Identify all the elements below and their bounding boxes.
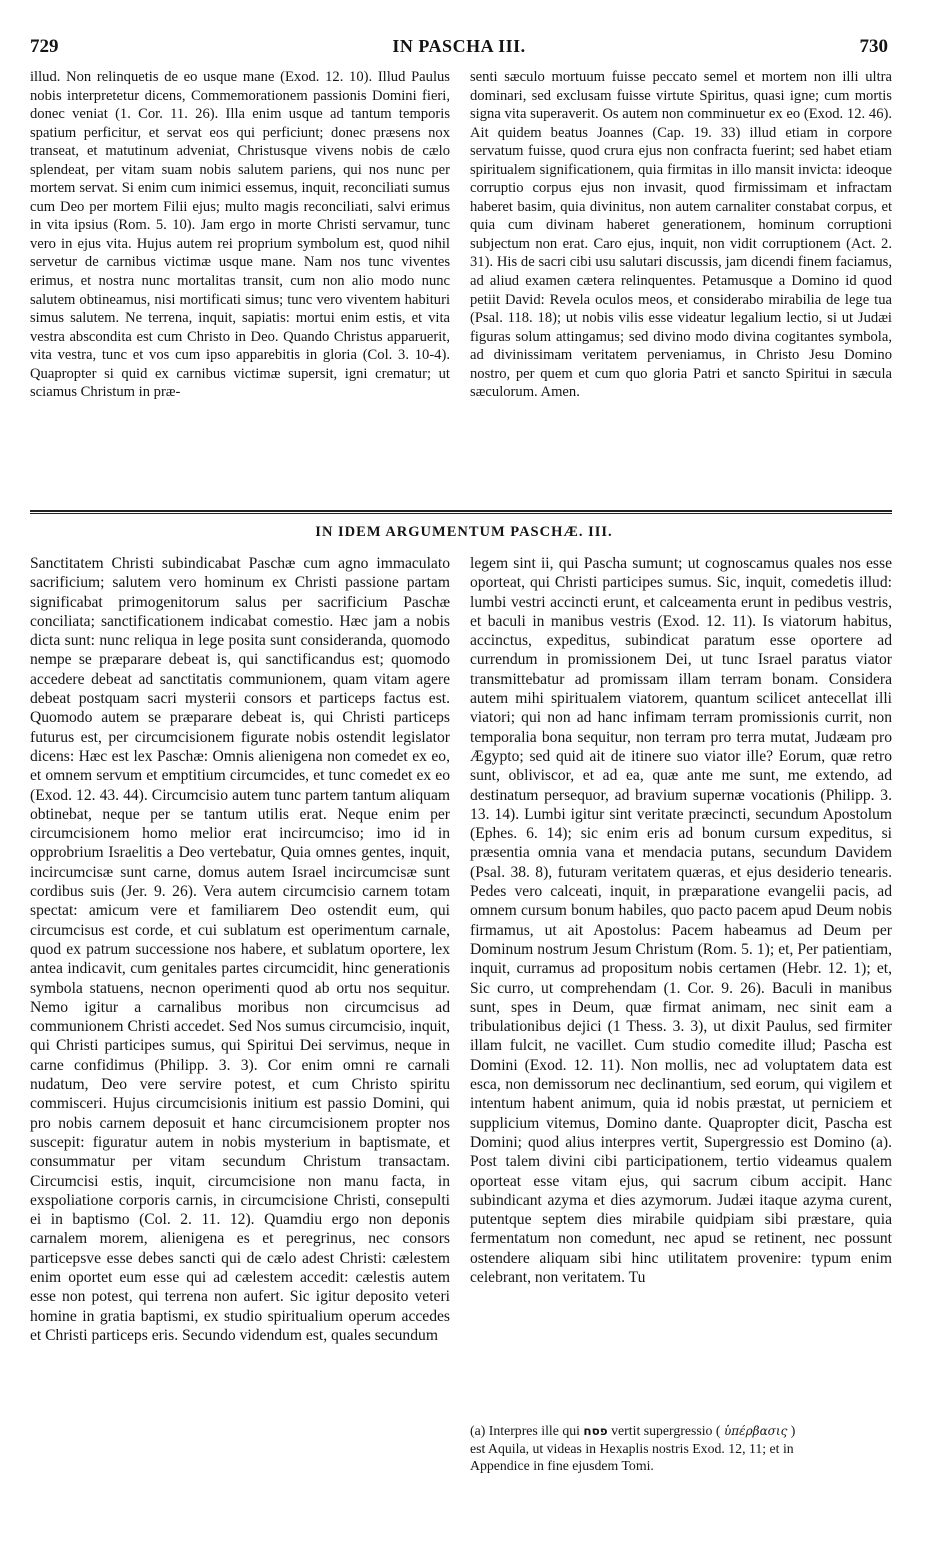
bottom-left-text: Sanctitatem Christi subindicabat Paschæ cum agno immaculato sacrificium; salutem vero hominum ex Christi passione partam significabat primogenitorum salus per sacrificium Paschæ conciliata; sanctificationem indicabat comestio. Hæc jam a nobis dicta sunt: nunc reliqua in lege posita sunt consideranda, quomodo nempe se præparare debeat is, qui sanctificandus est; quomodo accedere debeat ad sanctitatis communionem, quam vitam agere debeat postquam sacri mysterii consors et particeps factus est. Quomodo autem se præparare debeat is, qui Christi particeps futurus est, per circumcisionem figurate nobis ostendit legislator dicens: Hæc est lex Paschæ: Omnis alienigena non comedet ex eo, et omnem servum et emptitium circumcides, et tunc comedet ex eo (Exod. 12. 43. 44). Circumcisio autem tunc partem tantum aliquam obtinebat, neque per se tantum utilis erat. Neque enim per circumcisionem homo melior erat incircumciso; imo id in opprobrium Israelitis a Deo vertebatur, Quia omnes gentes, inquit, incircumcisæ sunt carne, domus autem Israel incircumcisæ sunt cordibus suis (Jer. 9. 26). Vera autem circumcisio carnem totam spectat: amicum vere et familiarem Deo ostendit eum, qui circumcisus est corde, et cui sublatum est operimentum carnale, quod ex patrum successione nos habere, et sublatum oportere, lex antea indicavit, cum genitales partes circumcidit, hinc generationis symbola statuens, necnon operimenti quod ab ortu nos sequitur. Nemo igitur a carnalibus moribus non circumcisus ad communionem Christi accedet. Sed Nos sumus circumcisio, inquit, qui Christi participes sumus, qui Spiritui Dei servimus, neque in carne confidimus (Philipp. 3. 3). Cor enim omni re carnali nudatum, Deo vere servire potest, et cum Christo spiritu commisceri. Hujus circumcisionis initium est passio Domini, qui pro nobis carnem deposuit et hanc circumcisionem propter nos suscepit: figuratur autem in nobis mysterium in baptismate, et consummatur per vitam secundum Christum transactam. Circumcisi estis, inquit, circumcisione non manu facta, in exspoliatione corporis carnis, in circumcisione Christi, consepulti ei in baptismo (Col. 2. 11. 12). Quamdiu ergo non deponis carnalem morem, alienigena es et peregrinus, nec consors particepsve esse debes sancti qui de cælo adest Christi: cælestem enim oportet eum esse qui ad cælestem accedit: cælestis autem esse non potest, qui terrena non aufert. Sic igitur deposito veteri homine in gratia baptismi, ex studio spiritualium operum accedes et Christi particeps eris. Secundo videndum est, quales secundum bbox=[30, 555, 450, 1344]
footnote-suffix: ) bbox=[790, 1423, 796, 1438]
page-number-left: 729 bbox=[30, 36, 59, 57]
footnote-line-3: Appendice in fine ejusdem Tomi. bbox=[470, 1458, 654, 1473]
top-left-column bbox=[30, 68, 450, 402]
running-header bbox=[30, 36, 888, 62]
footnote-line-2: est Aquila, ut videas in Hexaplis nostris Exod. 12, 11; et in bbox=[470, 1441, 794, 1456]
footnote-line-1 bbox=[470, 1422, 892, 1440]
top-right-column bbox=[470, 68, 892, 402]
running-title: IN PASCHA III. bbox=[392, 36, 526, 56]
footnote-prefix: (a) Interpres ille qui bbox=[470, 1423, 580, 1438]
footnote-greek: ὑπέρβασις bbox=[723, 1424, 788, 1438]
bottom-left-column bbox=[30, 554, 450, 1345]
footnote bbox=[470, 1422, 892, 1474]
page-number-right: 730 bbox=[859, 36, 888, 57]
bottom-right-column bbox=[470, 554, 892, 1287]
footnote-middle: vertit supergressio ( bbox=[611, 1423, 721, 1438]
bottom-right-text: legem sint ii, qui Pascha sumunt; ut cognoscamus quales nos esse oporteat, qui Christi participes sumus. Sic, inquit, comedetis illud: lumbi vestri accincti erunt, et calceamenta erunt in pedibus vestris, et baculi in manibus vestris (Exod. 12. 11). Is viatorum habitus, accinctus, expeditus, subindicat paratum esse oportere ad currendum in promissionem Dei, ut tunc Israel paratus viator transmittebatur ad promissam illam terram bonam. Considera autem mihi spiritualem viatorem, quantum scilicet antecellat illi viatori; qui non ad hanc infimam terram promissionis currit, non temporalia bona sequitur, non terram pro terra mutat, Judæam pro Ægypto; sed quid ait de itinere suo viator ille? Eorum, quæ retro sunt, obliviscor, et ad ea, quæ ante me sunt, me extendo, ad destinatum persequor, ad bravium supernæ vocationis (Philipp. 3. 13. 14). Lumbi igitur sint veritate præcincti, secundum Apostolum (Ephes. 6. 14); sic enim eris ad bonum cursum expeditus, si præsentia omnia vana et mendacia putans, secundum Davidem (Psal. 38. 8), futuram veritatem quæras, et ejus desiderio tenearis. Pedes vero calceati, inquit, in præparatione evangelii pacis, ad omnem cursum bonum habiles, quo pacto pacem apud Deum nobis firmamus, ut ait Apostolus: Pacem habeamus ad Deum per Dominum nostrum Jesum Christum (Rom. 5. 1); et, Per patientiam, inquit, curramus ad propositum nobis certamen (Hebr. 12. 1); et, Sic curro, ut comprehendam (1. Cor. 9. 26). Baculi in manibus sunt, spes in Deum, quæ firmat animam, nec sinit eam a tribulationibus dejici (1 Thess. 3. 3), ut dixit Paulus, sed firmiter illam fulcit, ne vacillet. Cum studio comedite illud; Pascha est Domini (Exod. 12. 11). Non mollis, nec ad voluptatem data est esca, non demissorum nec declinantium, sed eorum, qui vigilem et intentum habent animum, quia id nobis præstat, ut perniciem et supplicium vitemus, Domino dante. Quapropter dicit, Pascha est Domini; quod alius interpres vertit, Supergressio est Domino (a). Post talem divini cibi participationem, tertio videamus qualem oporteat esse vitam ejus, qui sacrum cibum accipit. Hanc subindicant azyma et dies azymorum. Judæi itaque azyma curent, putentque septem dies mirabile quidpiam sibi præstare, quia fermentatum non comedunt, nec apud se retinent, nec possunt ostendere aliquam sibi hinc utilitatem provenire: typum enim celebrant, non veritatem. Tu bbox=[470, 555, 892, 1286]
footnote-hebrew: פסח bbox=[583, 1424, 608, 1438]
section-divider bbox=[30, 510, 892, 514]
top-right-text: senti sæculo mortuum fuisse peccato semel et mortem non illi ultra dominari, sed exclusam fuisse virtute Spiritus, quasi igne; cum mortis signa vita superaverit. Os autem non comminuetur ex eo (Exod. 12. 46). Ait quidem beatus Joannes (Cap. 19. 33) illud etiam in corpore servatum fuisse, quod crura ejus non confracta fuerint; sed habet etiam spiritualem significationem, quia firmitas in illo mansit invicta: ideoque corruptio corpus ejus non invasit, quod firmissimam et infractam haberet basim, quia divinitus, non autem carnaliter constabat corpus, et quia cum divinam haberet generationem, hominum corruptioni subjectum non erat. Caro ejus, inquit, non vidit corruptionem (Act. 2. 31). His de sacri cibi usu salutari discussis, jam dicendi finem faciamus, ad aliud examen cætera relinquentes. Petamusque a Domino id quod petiit David: Revela oculos meos, et considerabo mirabilia de lege tua (Psal. 118. 18); ut nobis vilis esse videatur legalium lectio, si ut Judæi figuras solum attingamus; sed divino modo divina cogitantes symbola, ad divinissimam veritatem perveniamus, in Christo Jesu Domino nostro, per quem et cum quo gloria Patri et sancto Spiritui in sæcula sæculorum. Amen. bbox=[470, 69, 892, 401]
top-left-text: illud. Non relinquetis de eo usque mane (Exod. 12. 10). Illud Paulus nobis interpretetur dicens, Commemorationem passionis Domini fieri, donec veniat (1. Cor. 11. 26). Illa enim usque ad tantum temporis spatium perficitur, et servat eos qui perficiunt; donec præsens nox transeat, et matutinum adveniat, Christusque vivens nobis de cælo splendeat, per vitam suam nobis salutem pariens, qui nos nunc per mortem servat. Si enim cum inimici essemus, inquit, reconciliati sumus cum Deo per mortem Filii ejus; multo magis reconciliati, salvi erimus in vita ipsius (Rom. 5. 10). Jam ergo in morte Christi servamur, tunc vero in ejus vita. Hujus autem rei proprium symbolum est, quod nihil servetur de carnibus victimæ usque mane. Nam nos tunc viventes erimus, et nostra nunc mortalitas transit, cum non alio modo nunc salutem obtineamus, nisi mortificati simus; tunc vero viventem habituri simus salutem. Ne terrena, inquit, sapiatis: mortui enim estis, et vita vestra abscondita est cum Christo in Deo. Quando Christus apparuerit, vita vestra, tunc et vos cum ipso apparebitis in gloria (Col. 3. 10-4). Quapropter si quid ex carnibus victimæ supersit, igni crematur; ut sciamus Christum in præ- bbox=[30, 69, 450, 401]
section-title: IN IDEM ARGUMENTUM PASCHÆ. III. bbox=[315, 524, 613, 540]
